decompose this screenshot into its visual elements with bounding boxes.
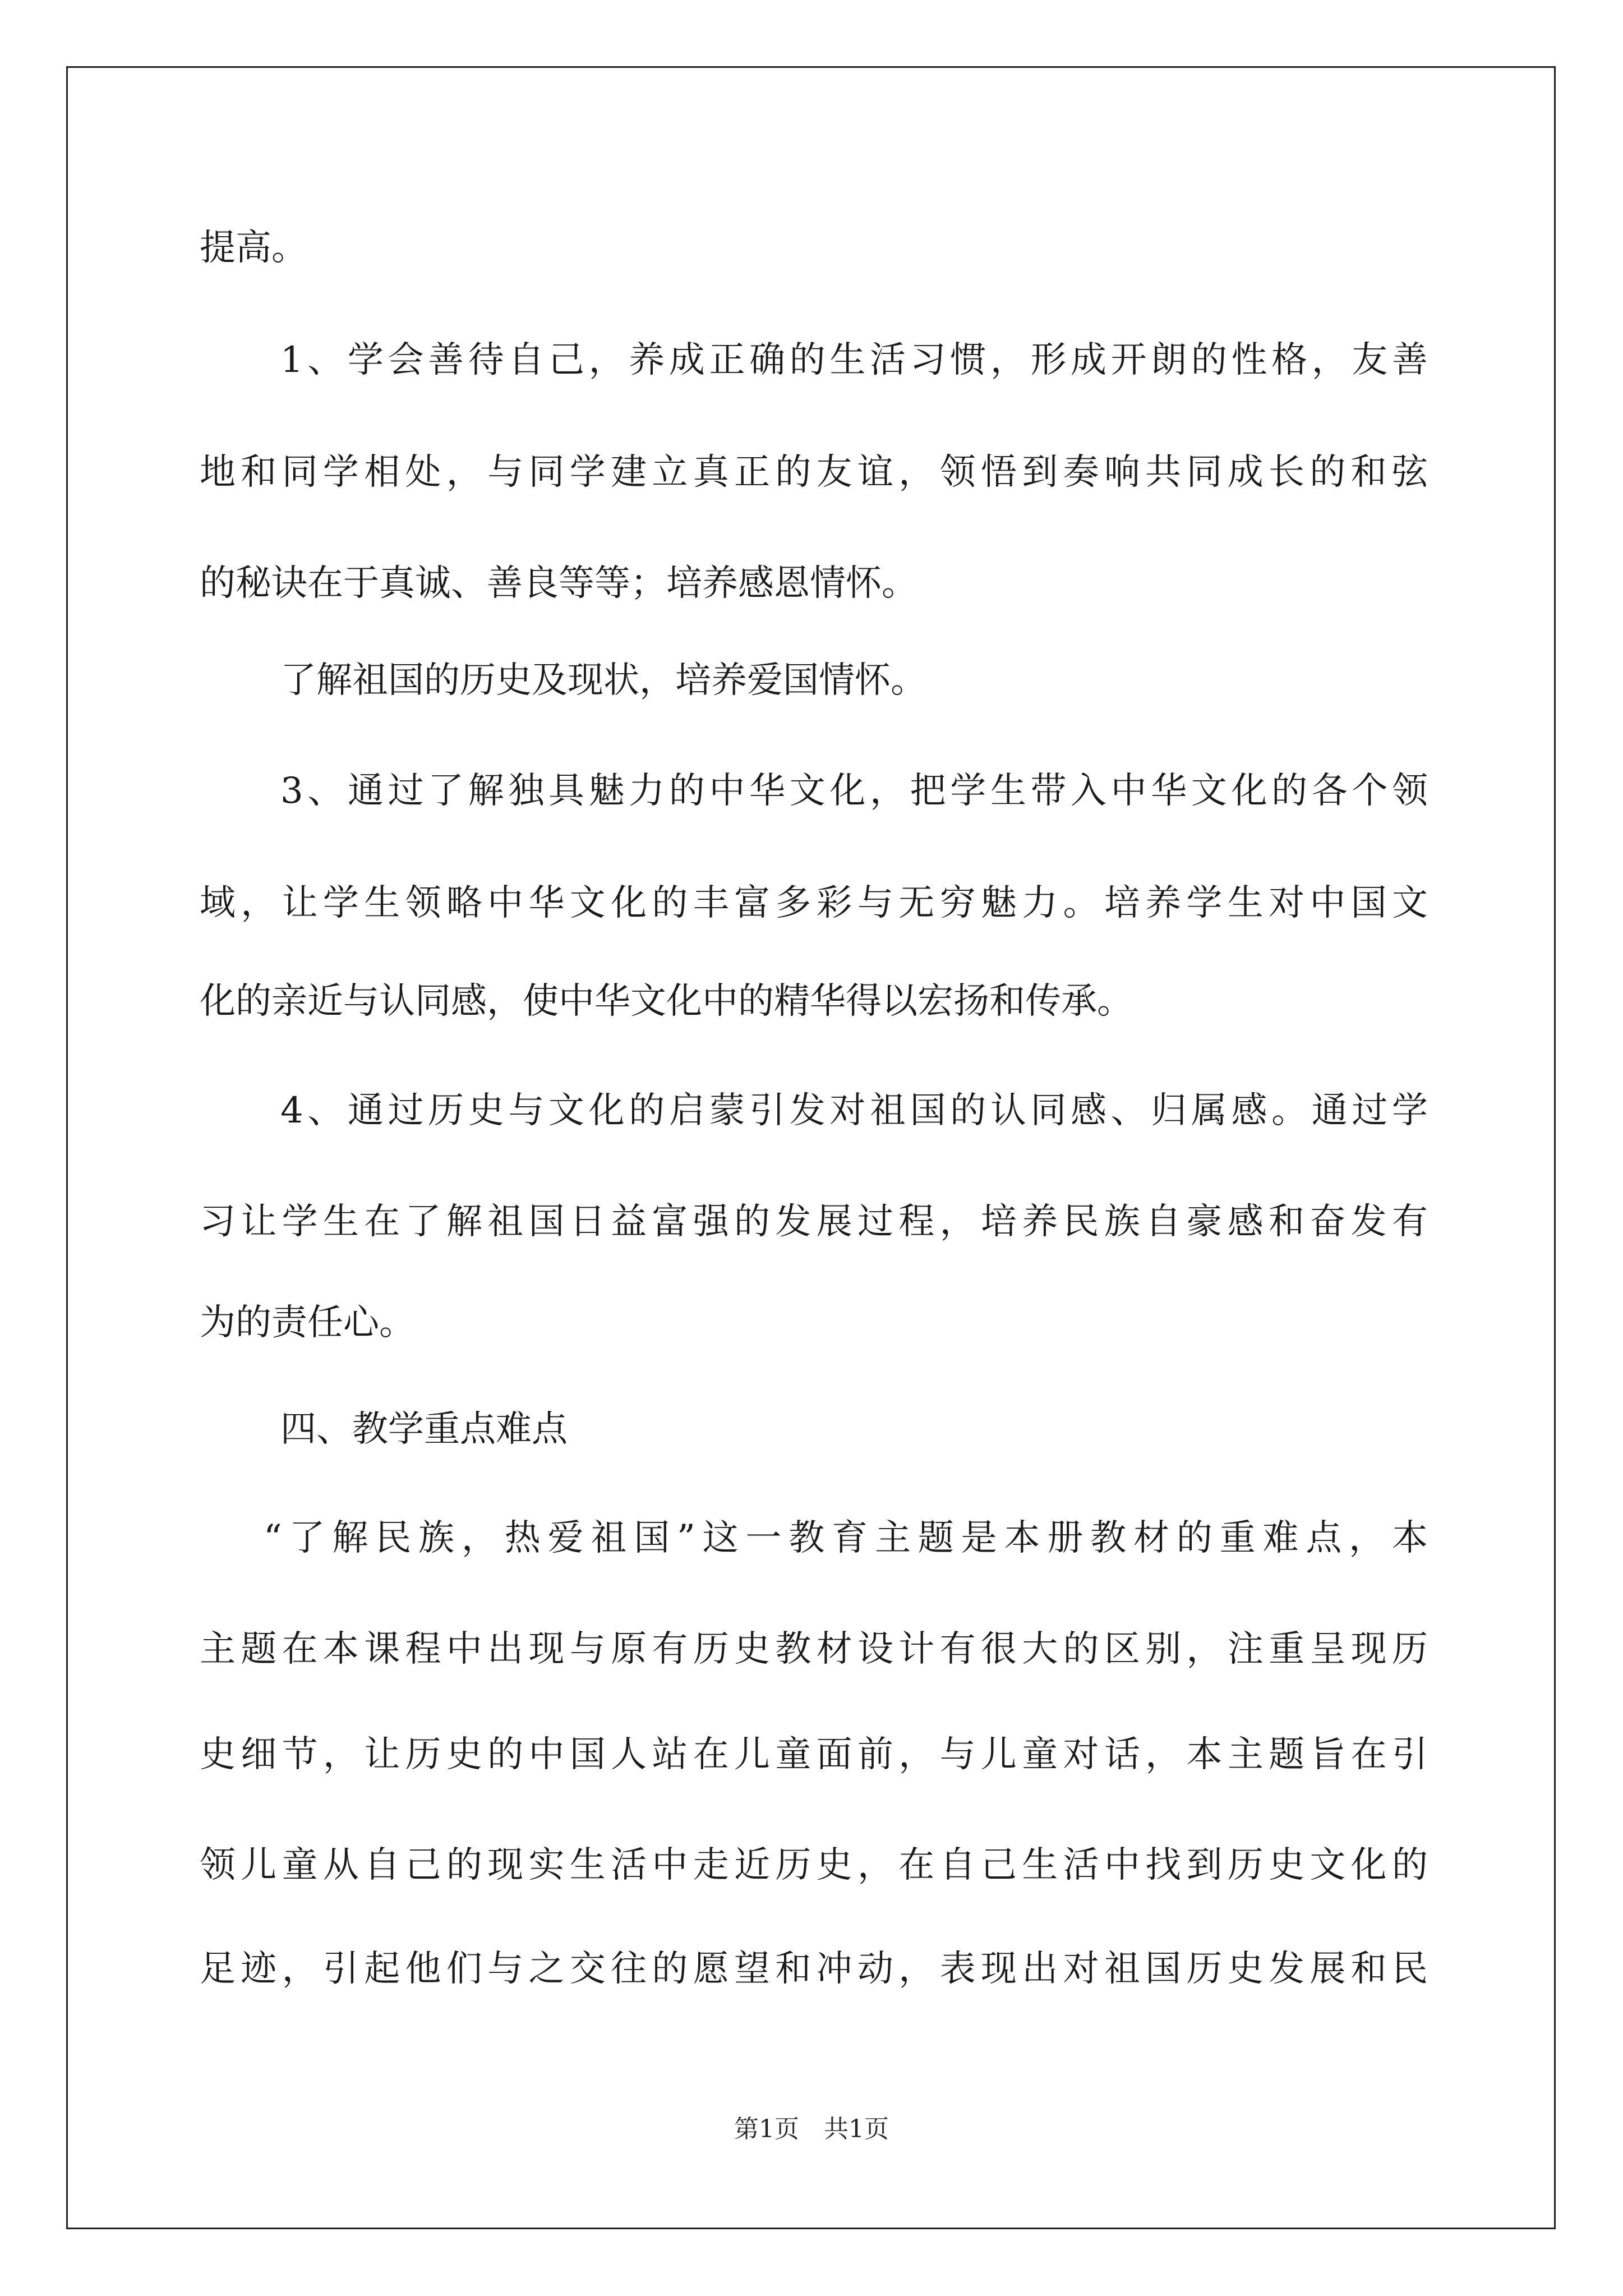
paragraph-line: 提高。 [200,227,307,269]
paragraph-line: 习让学生在了解祖国日益富强的发展过程，培养民族自豪感和奋发有 [200,1201,1428,1243]
paragraph-line: 主题在本课程中出现与原有历史教材设计有很大的区别，注重呈现历 [200,1628,1428,1670]
paragraph-line: 史细节，让历史的中国人站在儿童面前，与儿童对话，本主题旨在引 [200,1734,1428,1775]
paragraph-line: 的秘诀在于真诚、善良等等；培养感恩情怀。 [200,563,917,604]
paragraph-line: 化的亲近与认同感，使中华文化中的精华得以宏扬和传承。 [200,981,1133,1022]
paragraph-line: “了解民族，热爱祖国”这一教育主题是本册教材的重难点，本 [264,1517,1428,1559]
paragraph-line: 领儿童从自己的现实生活中走近历史，在自己生活中找到历史文化的 [200,1844,1428,1886]
paragraph-line: 地和同学相处，与同学建立真正的友谊，领悟到奏响共同成长的和弦 [200,452,1428,493]
page-number-footer: 第1页 共1页 [734,2115,889,2143]
paragraph-line: 为的责任心。 [200,1302,415,1343]
paragraph-line: 4、通过历史与文化的启蒙引发对祖国的认同感、归属感。通过学 [280,1090,1428,1131]
section-heading: 四、教学重点难点 [280,1409,568,1450]
paragraph-line: 域，让学生领略中华文化的丰富多彩与无穷魅力。培养学生对中国文 [200,882,1428,924]
paragraph-line: 足迹，引起他们与之交往的愿望和冲动，表现出对祖国历史发展和民 [200,1948,1428,1990]
paragraph-line: 1、学会善待自己，养成正确的生活习惯，形成开朗的性格，友善 [280,339,1428,381]
paragraph-line: 了解祖国的历史及现状，培养爱国情怀。 [280,660,926,701]
page-border [66,66,1556,2229]
paragraph-line: 3、通过了解独具魅力的中华文化，把学生带入中华文化的各个领 [280,770,1428,812]
